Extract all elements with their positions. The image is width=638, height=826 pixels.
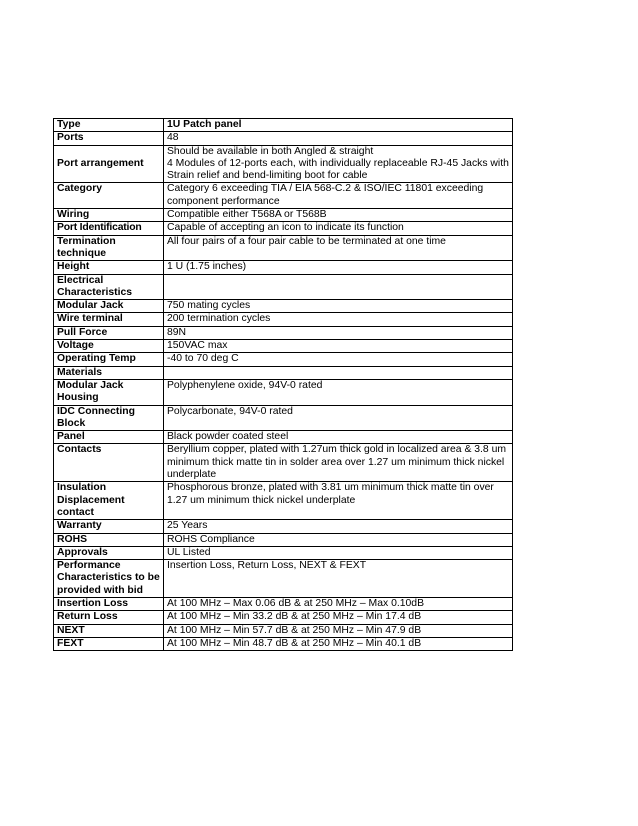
spec-value: At 100 MHz – Max 0.06 dB & at 250 MHz – Max 0.10dB xyxy=(164,597,513,610)
spec-row-category xyxy=(54,183,513,209)
spec-value: Black powder coated steel xyxy=(164,431,513,444)
spec-value: Beryllium copper, plated with 1.27um thick gold in localized area & 3.8 um minimum thick matte tin in solder area over 1.27 um minimum thick nickel underplate xyxy=(164,444,513,482)
spec-row-height xyxy=(54,261,513,274)
spec-value: -40 to 70 deg C xyxy=(164,353,513,366)
spec-row-modular-jack-housing xyxy=(54,379,513,405)
spec-label: Insulation Displacement contact xyxy=(54,482,164,520)
spec-value: Compatible either T568A or T568B xyxy=(164,209,513,222)
spec-row-termination-technique xyxy=(54,235,513,261)
spec-row-ports xyxy=(54,132,513,145)
spec-label: Wiring xyxy=(54,209,164,222)
spec-label: Type xyxy=(54,119,164,132)
spec-label: Port Identification xyxy=(54,222,164,235)
spec-value xyxy=(164,274,513,300)
spec-value: Should be available in both Angled & straight 4 Modules of 12-ports each, with individually replaceable RJ-45 Jacks with Strain relief and bend-limiting boot for cable xyxy=(164,145,513,183)
spec-label: Modular Jack xyxy=(54,300,164,313)
spec-value: At 100 MHz – Min 33.2 dB & at 250 MHz – Min 17.4 dB xyxy=(164,611,513,624)
specification-table xyxy=(53,118,513,651)
spec-label: Warranty xyxy=(54,520,164,533)
spec-row-operating-temp xyxy=(54,353,513,366)
spec-label: Performance Characteristics to be provided with bid xyxy=(54,560,164,598)
spec-label: Ports xyxy=(54,132,164,145)
spec-row-performance-characteristics xyxy=(54,560,513,598)
spec-row-modular-jack xyxy=(54,300,513,313)
spec-value: 89N xyxy=(164,326,513,339)
spec-value: Capable of accepting an icon to indicate its function xyxy=(164,222,513,235)
spec-row-next xyxy=(54,624,513,637)
spec-row-insertion-loss xyxy=(54,597,513,610)
spec-row-rohs xyxy=(54,533,513,546)
spec-label: Category xyxy=(54,183,164,209)
spec-label: Height xyxy=(54,261,164,274)
spec-label: ROHS xyxy=(54,533,164,546)
spec-label: Insertion Loss xyxy=(54,597,164,610)
spec-label: Panel xyxy=(54,431,164,444)
spec-value: Category 6 exceeding TIA / EIA 568-C.2 & ISO/IEC 11801 exceeding component performance xyxy=(164,183,513,209)
spec-value: 750 mating cycles xyxy=(164,300,513,313)
spec-value: 48 xyxy=(164,132,513,145)
spec-label: FEXT xyxy=(54,637,164,650)
spec-value: 1 U (1.75 inches) xyxy=(164,261,513,274)
spec-label: Termination technique xyxy=(54,235,164,261)
spec-value: Phosphorous bronze, plated with 3.81 um minimum thick matte tin over 1.27 um minimum thick nickel underplate xyxy=(164,482,513,520)
spec-value: Polyphenylene oxide, 94V-0 rated xyxy=(164,379,513,405)
spec-value: Polycarbonate, 94V-0 rated xyxy=(164,405,513,431)
spec-value: 25 Years xyxy=(164,520,513,533)
spec-value: UL Listed xyxy=(164,546,513,559)
spec-value: At 100 MHz – Min 48.7 dB & at 250 MHz – Min 40.1 dB xyxy=(164,637,513,650)
spec-row-panel xyxy=(54,431,513,444)
spec-label: Voltage xyxy=(54,340,164,353)
spec-row-electrical-characteristics xyxy=(54,274,513,300)
spec-label: Pull Force xyxy=(54,326,164,339)
spec-value: 150VAC max xyxy=(164,340,513,353)
spec-row-voltage xyxy=(54,340,513,353)
spec-label: IDC Connecting Block xyxy=(54,405,164,431)
spec-label: Port arrangement xyxy=(54,145,164,183)
spec-label: NEXT xyxy=(54,624,164,637)
spec-row-approvals xyxy=(54,546,513,559)
spec-row-port-identification xyxy=(54,222,513,235)
spec-label: Operating Temp xyxy=(54,353,164,366)
spec-row-warranty xyxy=(54,520,513,533)
spec-label: Approvals xyxy=(54,546,164,559)
spec-row-return-loss xyxy=(54,611,513,624)
spec-value: ROHS Compliance xyxy=(164,533,513,546)
spec-value: 1U Patch panel xyxy=(164,119,513,132)
spec-row-idc-connecting-block xyxy=(54,405,513,431)
spec-row-wire-terminal xyxy=(54,313,513,326)
spec-label: Return Loss xyxy=(54,611,164,624)
spec-value xyxy=(164,366,513,379)
spec-value: Insertion Loss, Return Loss, NEXT & FEXT xyxy=(164,560,513,598)
spec-label: Modular Jack Housing xyxy=(54,379,164,405)
spec-row-contacts xyxy=(54,444,513,482)
spec-row-materials xyxy=(54,366,513,379)
spec-label: Materials xyxy=(54,366,164,379)
spec-row-wiring xyxy=(54,209,513,222)
spec-row-type xyxy=(54,119,513,132)
spec-value: 200 termination cycles xyxy=(164,313,513,326)
spec-value: All four pairs of a four pair cable to be terminated at one time xyxy=(164,235,513,261)
spec-row-insulation-displacement-contact xyxy=(54,482,513,520)
spec-row-port-arrangement xyxy=(54,145,513,183)
spec-row-pull-force xyxy=(54,326,513,339)
specification-table-body xyxy=(54,119,513,651)
spec-value: At 100 MHz – Min 57.7 dB & at 250 MHz – Min 47.9 dB xyxy=(164,624,513,637)
spec-label: Wire terminal xyxy=(54,313,164,326)
spec-row-fext xyxy=(54,637,513,650)
spec-label: Contacts xyxy=(54,444,164,482)
spec-label: Electrical Characteristics xyxy=(54,274,164,300)
